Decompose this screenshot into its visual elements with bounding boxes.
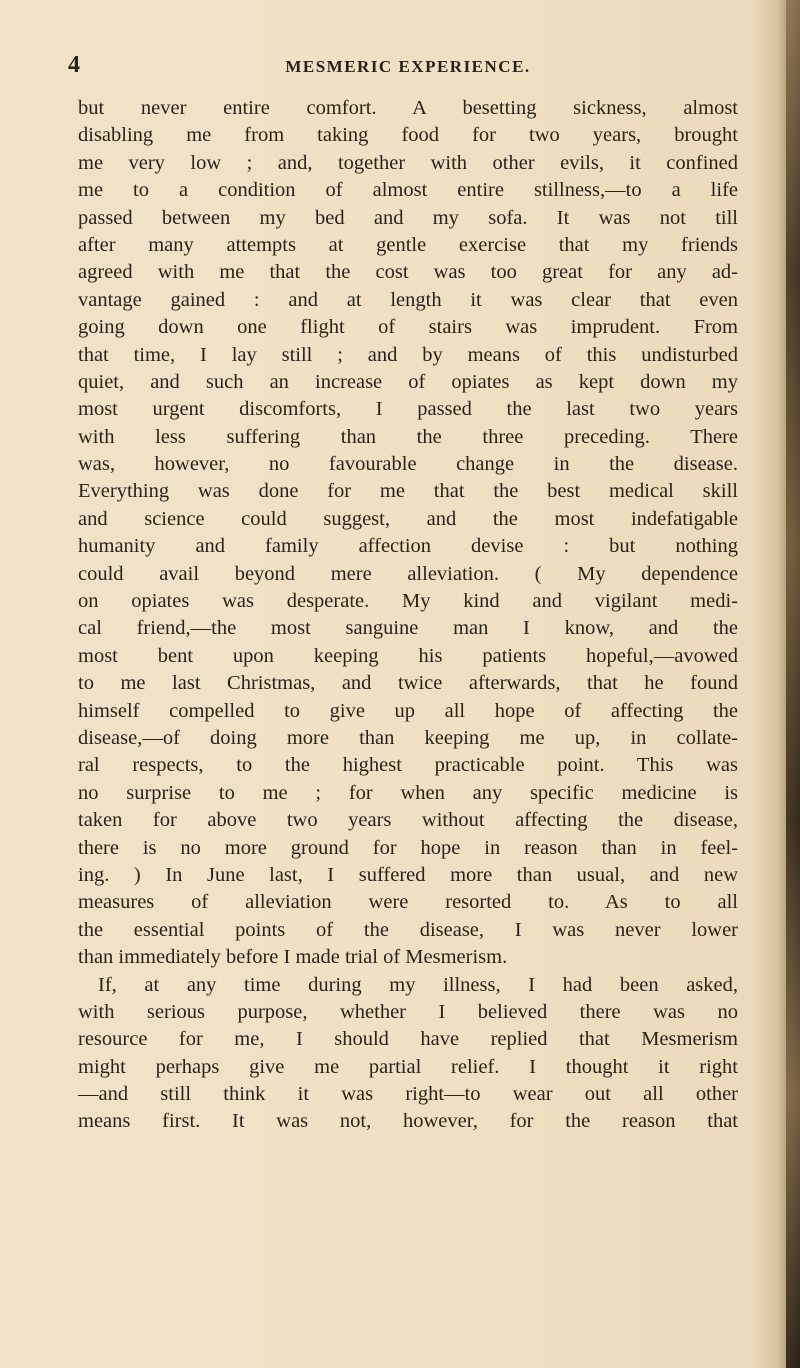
text-line: than immediately before I made trial of Mesmerism. [78, 946, 508, 969]
text-line: disabling me from taking food for two years, brought [78, 124, 738, 147]
text-line: taken for above two years without affecting the disease, [78, 809, 738, 832]
text-line: me very low ; and, together with other evils, it confined [78, 151, 738, 174]
body-text [78, 95, 738, 1136]
text-line: that time, I lay still ; and by means of this undisturbed [78, 343, 738, 366]
running-head: MESMERIC EXPERIENCE. [285, 57, 531, 76]
text-line: quiet, and such an increase of opiates as kept down my [78, 370, 738, 393]
text-line: with serious purpose, whether I believed there was no [78, 1000, 738, 1023]
text-line: passed between my bed and my sofa. It was not till [78, 206, 738, 229]
page-binding-edge [786, 0, 800, 1368]
text-line: could avail beyond mere alleviation. ( My dependence [78, 562, 738, 585]
text-line: and science could suggest, and the most indefatigable [78, 507, 738, 530]
text-line: no surprise to me ; for when any specific medicine is [78, 781, 738, 804]
text-line: on opiates was desperate. My kind and vigilant medi- [78, 590, 738, 613]
text-line: might perhaps give me partial relief. I thought it right [78, 1055, 738, 1078]
text-line: measures of alleviation were resorted to. As to all [78, 891, 738, 914]
text-line: going down one flight of stairs was imprudent. From [78, 316, 738, 339]
text-line: most urgent discomforts, I passed the last two years [78, 398, 738, 421]
text-line: ing. ) In June last, I suffered more than usual, and new [78, 863, 738, 886]
text-line: to me last Christmas, and twice afterwards, that he found [78, 672, 738, 695]
text-line: with less suffering than the three preceding. There [78, 425, 738, 448]
text-line: most bent upon keeping his patients hopeful,—avowed [78, 644, 738, 667]
page-number: 4 [68, 52, 80, 78]
text-line: after many attempts at gentle exercise that my friends [78, 233, 738, 256]
text-line: resource for me, I should have replied that Mesmerism [78, 1028, 738, 1051]
text-line: ral respects, to the highest practicable point. This was [78, 754, 738, 777]
text-line: agreed with me that the cost was too great for any ad- [78, 261, 738, 284]
text-line: but never entire comfort. A besetting sickness, almost [78, 97, 738, 119]
text-line: the essential points of the disease, I was never lower [78, 918, 738, 941]
text-line: disease,—of doing more than keeping me up, in collate- [78, 726, 738, 749]
text-line: was, however, no favourable change in the disease. [78, 453, 738, 476]
text-line: me to a condition of almost entire stillness,—to a life [78, 179, 738, 202]
text-line: vantage gained : and at length it was clear that even [78, 288, 738, 311]
page-header [68, 52, 748, 82]
text-line: cal friend,—the most sanguine man I know, and the [78, 617, 738, 640]
text-line: himself compelled to give up all hope of affecting the [78, 699, 738, 722]
text-line: Everything was done for me that the best medical skill [78, 480, 738, 503]
text-line: If, at any time during my illness, I had been asked, [98, 973, 738, 996]
text-line: humanity and family affection devise : but nothing [78, 535, 738, 558]
text-line: —and still think it was right—to wear out all other [78, 1083, 738, 1106]
text-line: there is no more ground for hope in reason than in feel- [78, 836, 738, 859]
text-line: means first. It was not, however, for the reason that [78, 1110, 738, 1133]
